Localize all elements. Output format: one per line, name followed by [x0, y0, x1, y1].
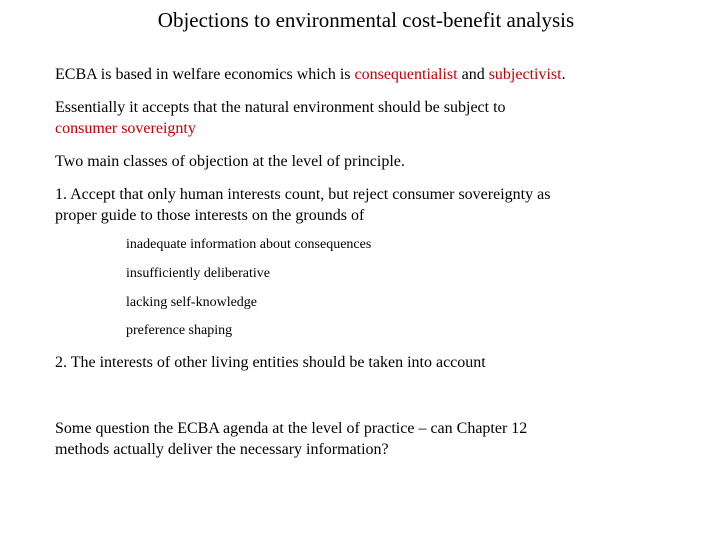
p1-text-end: . — [561, 66, 566, 83]
highlight-consumer-sovereignty: consumer sovereignty — [55, 120, 196, 137]
p1-text: ECBA is based in welfare economics which is — [55, 66, 355, 83]
objection-1-line-1: 1. Accept that only human interests count, but reject consumer sovereignty as — [55, 186, 551, 203]
paragraph-consumer-sovereignty — [55, 97, 705, 139]
highlight-subjectivist: subjectivist — [488, 66, 562, 83]
highlight-consequentialist: consequentialist — [354, 66, 458, 83]
practice-line-1: Some question the ECBA agenda at the level of practice – can Chapter 12 — [55, 420, 528, 437]
practice-line-2: methods actually deliver the necessary information? — [55, 441, 389, 458]
ground-item: preference shaping — [126, 323, 233, 338]
paragraph-two-classes: Two main classes of objection at the level of principle. — [55, 153, 405, 170]
objection-1-line-2: proper guide to those interests on the grounds of — [55, 207, 365, 224]
ground-item: lacking self-knowledge — [126, 295, 258, 310]
paragraph-objection-1 — [55, 184, 705, 226]
ground-item: insufficiently deliberative — [126, 266, 270, 281]
paragraph-objection-2: 2. The interests of other living entities should be taken into account — [55, 354, 486, 371]
slide-title: Objections to environmental cost-benefit analysis — [157, 8, 575, 32]
paragraph-practice — [55, 418, 705, 460]
p2-text: Essentially it accepts that the natural environment should be subject to — [55, 99, 506, 116]
paragraph-welfare-economics — [55, 64, 705, 85]
p1-text-and: and — [457, 66, 489, 83]
ground-item: inadequate information about consequences — [126, 237, 372, 252]
